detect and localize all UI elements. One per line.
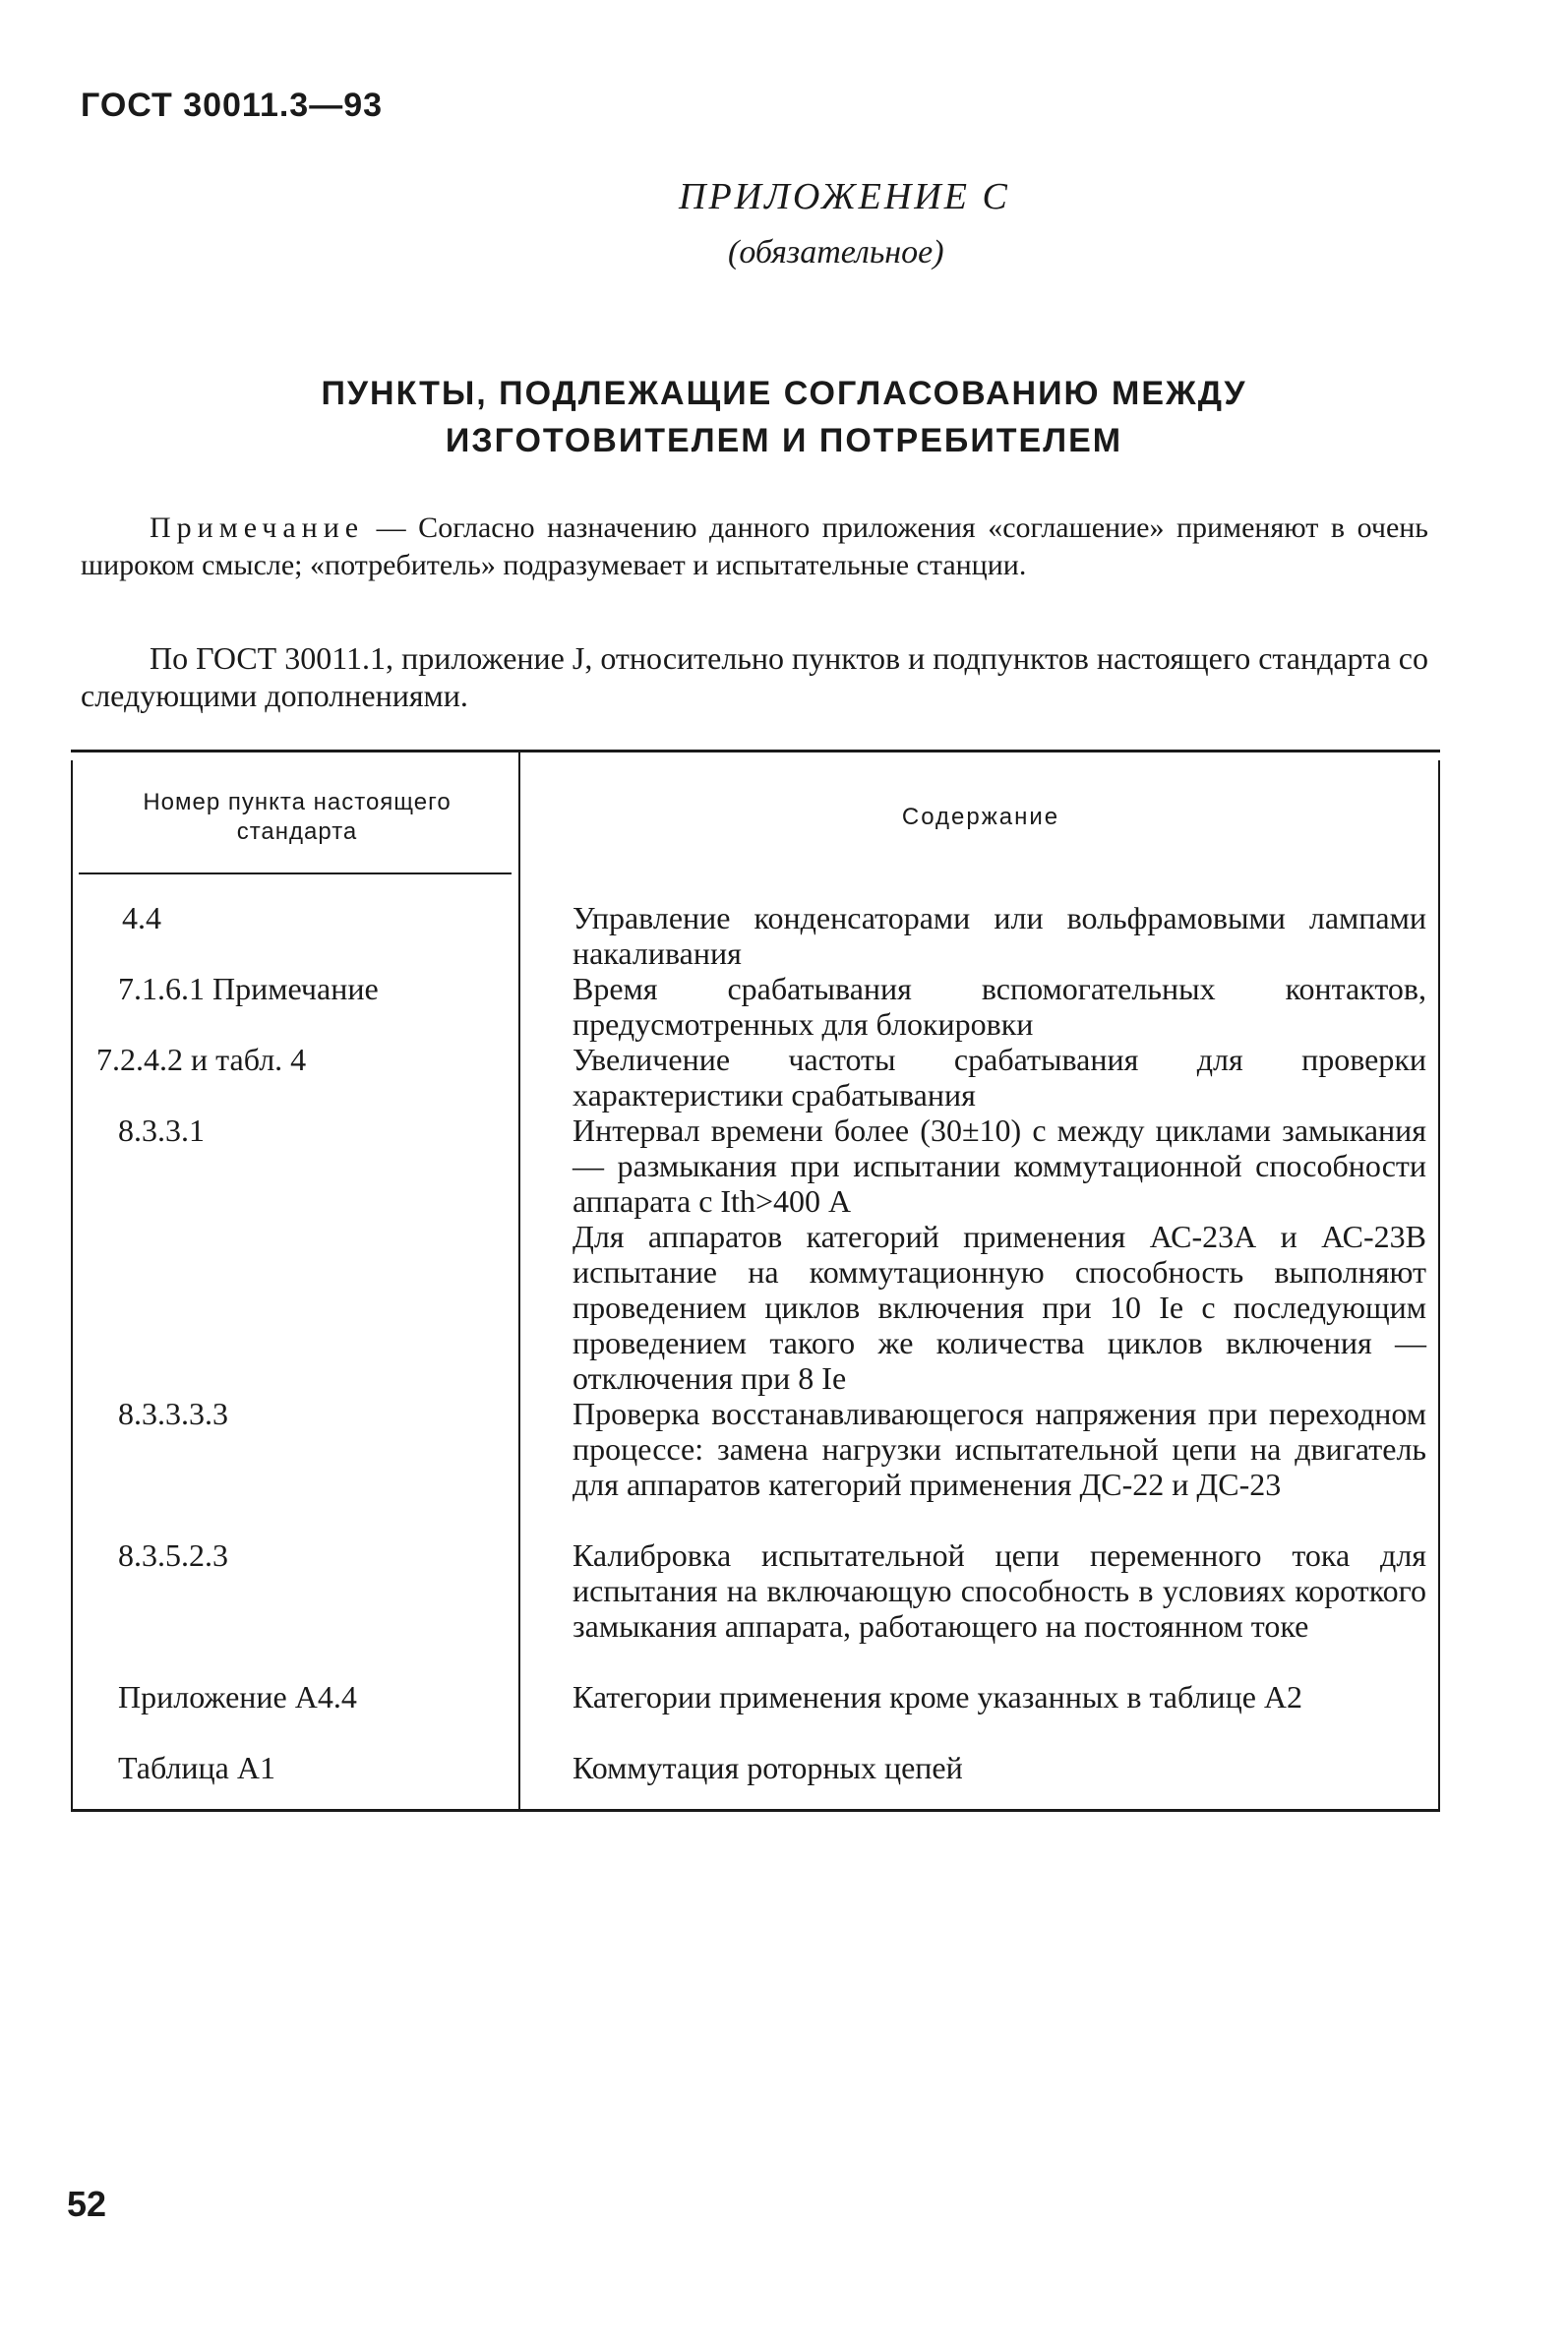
table-row-number: 7.2.4.2 и табл. 4 xyxy=(96,1042,307,1077)
table-header-content: Содержание xyxy=(901,804,1060,830)
section-title-line-2: ИЗГОТОВИТЕЛЕМ И ПОТРЕБИТЕЛЕМ xyxy=(445,422,1123,459)
table-row-number: Таблица А1 xyxy=(118,1750,275,1785)
table-row-content: Категории применения кроме указанных в таблице А2 xyxy=(573,1679,1303,1714)
table-row-content: Коммутация роторных цепей xyxy=(573,1750,963,1785)
note-paragraph xyxy=(81,510,1428,584)
table-row-content: Калибровка испытательной цепи переменного тока для испытания на включающую способность в условиях короткого замыкания аппарата, работающего на постоянном токе xyxy=(573,1537,1426,1644)
table-row-content: Увеличение частоты срабатывания для проверки характеристики срабатывания xyxy=(573,1042,1426,1113)
table-header-separator xyxy=(79,872,512,874)
appendix-title: ПРИЛОЖЕНИЕ С xyxy=(679,176,1010,217)
document-header-code: ГОСТ 30011.3—93 xyxy=(81,87,384,124)
table-row-number: Приложение А4.4 xyxy=(118,1679,357,1714)
table-row-content: Проверка восстанавливающегося напряжения при переходном процессе: замена нагрузки испытательной цепи на двигатель для аппаратов категорий применения ДС-22 и ДС-23 xyxy=(573,1396,1426,1502)
table-border-left xyxy=(71,760,73,1809)
table-row-number: 7.1.6.1 Примечание xyxy=(118,971,379,1006)
table-row-content: Время срабатывания вспомогательных контактов, предусмотренных для блокировки xyxy=(573,971,1426,1042)
table-row-number: 8.3.5.2.3 xyxy=(118,1537,228,1573)
page-number: 52 xyxy=(67,2184,107,2224)
table-header-number: Номер пункта настоящего стандарта xyxy=(143,789,452,845)
table-row-content: Интервал времени более (30±10) с между циклами замыкания — размыкания при испытании коммутационной способности аппарата с Ith>400 А xyxy=(573,1113,1426,1219)
note-text: — Согласно назначению данного приложения «соглашение» применяют в очень широком смысле; «потребитель» подразумевает и испытательные станции. xyxy=(81,511,1428,581)
table-row-content: Управление конденсаторами или вольфрамовыми лампами накаливания xyxy=(573,900,1426,971)
table-column-divider xyxy=(518,752,520,1809)
table-row-number: 8.3.3.3.3 xyxy=(118,1396,228,1431)
note-label: Примечание xyxy=(150,511,365,544)
table-border-right xyxy=(1438,760,1440,1809)
table-row-content: Для аппаратов категорий применения АС-23А и АС-23В испытание на коммутационную способность выполняют проведением циклов включения при 10 Ie с последующим проведением такого же количества циклов включения — отключения при 8 Ie xyxy=(573,1219,1426,1396)
section-title-line-1: ПУНКТЫ, ПОДЛЕЖАЩИЕ СОГЛАСОВАНИЮ МЕЖДУ xyxy=(321,375,1247,412)
intro-paragraph: По ГОСТ 30011.1, приложение J, относительно пунктов и подпунктов настоящего стандарта со следующими дополнениями. xyxy=(81,640,1428,713)
table-row-number: 8.3.3.1 xyxy=(118,1113,205,1148)
section-title xyxy=(0,370,1568,464)
agreement-table xyxy=(71,750,1440,1812)
table-row-number: 4.4 xyxy=(122,900,161,935)
appendix-subtitle: (обязательное) xyxy=(728,234,944,271)
